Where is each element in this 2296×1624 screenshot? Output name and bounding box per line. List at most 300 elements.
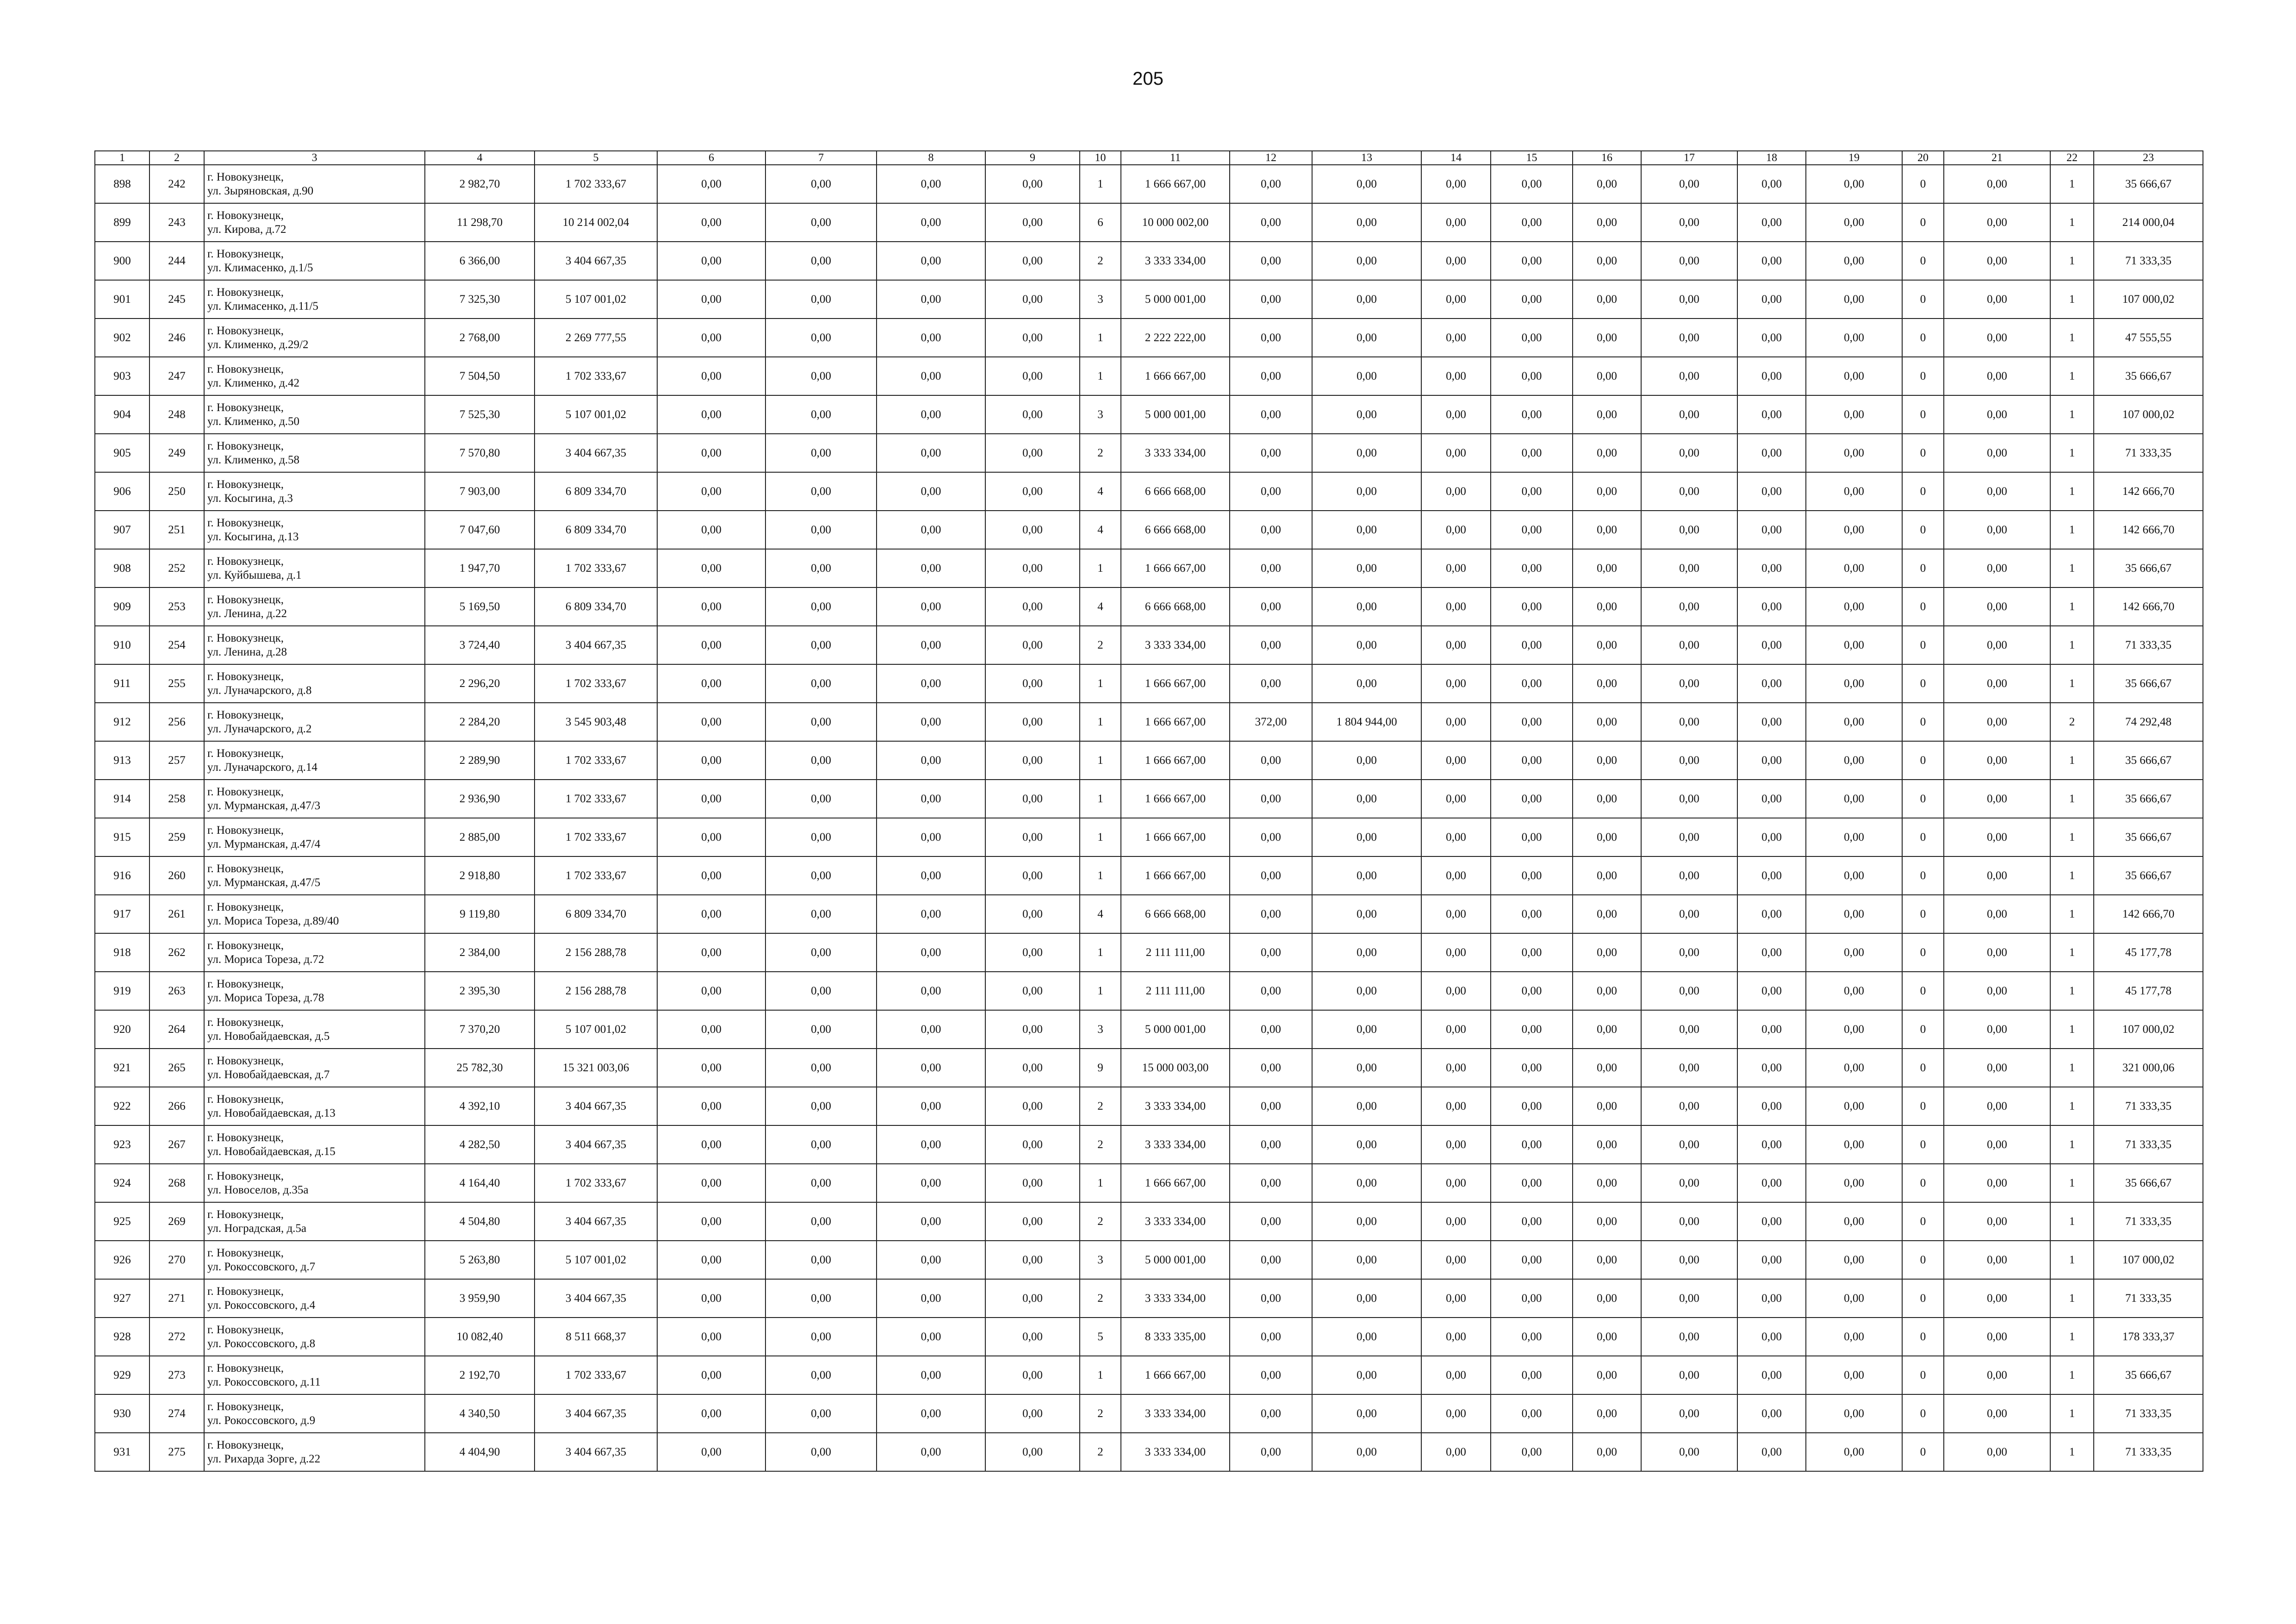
table-cell: 0,00 [1230, 780, 1312, 818]
table-cell: 0,00 [877, 1394, 985, 1433]
table-cell: 1 [2050, 1394, 2094, 1433]
table-cell: 3 [1080, 1010, 1121, 1049]
table-cell: 903 [95, 357, 149, 395]
table-cell: 273 [149, 1356, 204, 1394]
table-cell: 272 [149, 1318, 204, 1356]
table-cell: 0,00 [1230, 1087, 1312, 1125]
table-cell: 0 [1902, 818, 1944, 856]
table-cell: 1 [2050, 1087, 2094, 1125]
table-cell: 0,00 [1491, 203, 1573, 242]
table-cell: 0,00 [877, 1087, 985, 1125]
table-cell: 1 [1080, 972, 1121, 1010]
table-cell: 142 666,70 [2094, 472, 2203, 511]
table-cell: 2 [1080, 1433, 1121, 1471]
address-cell [204, 1125, 425, 1164]
column-header: 21 [1944, 151, 2050, 165]
address-city: г. Новокузнецк, [207, 1169, 284, 1182]
table-cell: 7 047,60 [425, 511, 535, 549]
table-cell: 0,00 [1806, 165, 1902, 203]
table-cell: 0,00 [1230, 933, 1312, 972]
table-cell: 0,00 [1573, 1356, 1641, 1394]
table-cell: 0 [1902, 319, 1944, 357]
table-cell: 0,00 [765, 1010, 877, 1049]
table-cell: 0,00 [1230, 280, 1312, 319]
table-cell: 0,00 [765, 1087, 877, 1125]
table-cell: 1 [2050, 626, 2094, 664]
table-cell: 5 263,80 [425, 1241, 535, 1279]
table-cell: 0,00 [985, 1241, 1080, 1279]
table-cell: 244 [149, 242, 204, 280]
table-cell: 0,00 [985, 1125, 1080, 1164]
address-street: ул. Новобайдаевская, д.5 [207, 1030, 330, 1043]
table-cell: 0,00 [1230, 626, 1312, 664]
table-cell: 3 [1080, 395, 1121, 434]
table-cell: 0,00 [1230, 165, 1312, 203]
table-row [95, 587, 2203, 626]
table-row [95, 434, 2203, 472]
table-cell: 7 570,80 [425, 434, 535, 472]
table-cell: 2 384,00 [425, 933, 535, 972]
table-cell: 898 [95, 165, 149, 203]
table-cell: 0,00 [1573, 1125, 1641, 1164]
table-cell: 1 [2050, 780, 2094, 818]
table-cell: 0,00 [765, 626, 877, 664]
table-cell: 261 [149, 895, 204, 933]
table-cell: 0,00 [1491, 395, 1573, 434]
table-cell: 0,00 [1641, 703, 1737, 741]
table-cell: 0,00 [1421, 472, 1491, 511]
address-cell [204, 203, 425, 242]
table-cell: 0,00 [1421, 664, 1491, 703]
table-cell: 0,00 [1944, 357, 2050, 395]
table-cell: 0 [1902, 856, 1944, 895]
address-cell [204, 818, 425, 856]
table-cell: 0,00 [765, 1164, 877, 1202]
table-cell: 7 504,50 [425, 357, 535, 395]
table-cell: 4 [1080, 511, 1121, 549]
table-cell: 0,00 [1641, 280, 1737, 319]
table-cell: 0,00 [1491, 357, 1573, 395]
table-cell: 6 666 668,00 [1121, 587, 1230, 626]
table-cell: 1 [2050, 1241, 2094, 1279]
address-street: ул. Новобайдаевская, д.15 [207, 1145, 336, 1158]
table-cell: 247 [149, 357, 204, 395]
table-row [95, 1318, 2203, 1356]
table-cell: 0,00 [657, 395, 765, 434]
table-cell: 0,00 [765, 395, 877, 434]
table-cell: 0,00 [877, 1279, 985, 1318]
table-cell: 0,00 [657, 242, 765, 280]
table-cell: 0,00 [1491, 242, 1573, 280]
table-cell: 0,00 [1230, 203, 1312, 242]
table-row [95, 203, 2203, 242]
table-cell: 0,00 [1312, 165, 1421, 203]
table-cell: 0,00 [657, 703, 765, 741]
table-cell: 2 [2050, 703, 2094, 741]
table-cell: 908 [95, 549, 149, 587]
table-cell: 0,00 [1573, 972, 1641, 1010]
table-cell: 0,00 [1230, 395, 1312, 434]
table-cell: 0,00 [1573, 895, 1641, 933]
table-cell: 2 111 111,00 [1121, 972, 1230, 1010]
table-cell: 1 666 667,00 [1121, 780, 1230, 818]
table-cell: 4 [1080, 587, 1121, 626]
table-cell: 0,00 [1491, 818, 1573, 856]
table-cell: 3 404 667,35 [535, 1433, 657, 1471]
table-cell: 0,00 [1641, 472, 1737, 511]
column-header: 8 [877, 151, 985, 165]
table-cell: 0,00 [877, 280, 985, 319]
table-cell: 0,00 [1806, 1125, 1902, 1164]
table-cell: 0,00 [1573, 1394, 1641, 1433]
table-cell: 0,00 [657, 1010, 765, 1049]
table-cell: 0,00 [877, 1202, 985, 1241]
table-cell: 0,00 [1737, 434, 1806, 472]
table-row [95, 1356, 2203, 1394]
table-cell: 1 702 333,67 [535, 357, 657, 395]
table-cell: 0,00 [1421, 434, 1491, 472]
address-cell [204, 1394, 425, 1433]
table-cell: 0,00 [1491, 1087, 1573, 1125]
table-cell: 0,00 [1737, 972, 1806, 1010]
table-row [95, 972, 2203, 1010]
column-header: 23 [2094, 151, 2203, 165]
table-cell: 249 [149, 434, 204, 472]
table-cell: 0,00 [1312, 1433, 1421, 1471]
table-cell: 71 333,35 [2094, 1087, 2203, 1125]
table-cell: 0,00 [1230, 818, 1312, 856]
column-header: 5 [535, 151, 657, 165]
table-cell: 0,00 [657, 357, 765, 395]
table-cell: 1 702 333,67 [535, 664, 657, 703]
table-cell: 0,00 [985, 703, 1080, 741]
table-cell: 0,00 [1312, 856, 1421, 895]
table-cell: 0,00 [1421, 1049, 1491, 1087]
table-cell: 0,00 [765, 780, 877, 818]
table-cell: 1 [2050, 280, 2094, 319]
table-row [95, 472, 2203, 511]
table-cell: 0,00 [1944, 472, 2050, 511]
table-cell: 0,00 [765, 1433, 877, 1471]
table-cell: 6 809 334,70 [535, 511, 657, 549]
address-cell [204, 856, 425, 895]
table-cell: 0,00 [1944, 1394, 2050, 1433]
column-header: 6 [657, 151, 765, 165]
table-cell: 0,00 [1573, 856, 1641, 895]
table-row [95, 242, 2203, 280]
table-cell: 71 333,35 [2094, 1433, 2203, 1471]
table-cell: 6 666 668,00 [1121, 472, 1230, 511]
table-cell: 0,00 [877, 780, 985, 818]
table-cell: 0,00 [1737, 203, 1806, 242]
table-cell: 0,00 [985, 1164, 1080, 1202]
table-cell: 0,00 [1737, 242, 1806, 280]
table-cell: 0,00 [1421, 511, 1491, 549]
table-cell: 0,00 [1573, 1318, 1641, 1356]
table-cell: 0,00 [1573, 242, 1641, 280]
address-cell [204, 1318, 425, 1356]
table-cell: 0,00 [1573, 203, 1641, 242]
table-cell: 0,00 [985, 1202, 1080, 1241]
table-cell: 0,00 [765, 203, 877, 242]
table-cell: 0,00 [1944, 242, 2050, 280]
table-cell: 0,00 [1230, 1010, 1312, 1049]
table-cell: 1 [1080, 818, 1121, 856]
table-cell: 3 404 667,35 [535, 1202, 657, 1241]
table-cell: 0,00 [1641, 780, 1737, 818]
address-cell [204, 1049, 425, 1087]
table-cell: 0 [1902, 972, 1944, 1010]
table-cell: 1 [1080, 319, 1121, 357]
table-cell: 0,00 [1641, 1356, 1737, 1394]
table-cell: 0,00 [1491, 1010, 1573, 1049]
table-cell: 0,00 [657, 1318, 765, 1356]
table-cell: 4 392,10 [425, 1087, 535, 1125]
table-cell: 0,00 [1944, 1356, 2050, 1394]
table-cell: 0,00 [1312, 1202, 1421, 1241]
table-cell: 1 [1080, 856, 1121, 895]
table-cell: 0,00 [877, 1049, 985, 1087]
table-cell: 5 000 001,00 [1121, 280, 1230, 319]
table-cell: 0,00 [1230, 856, 1312, 895]
table-cell: 0,00 [985, 395, 1080, 434]
table-cell: 0,00 [765, 1241, 877, 1279]
table-cell: 3 333 334,00 [1121, 242, 1230, 280]
table-cell: 0,00 [1944, 972, 2050, 1010]
table-cell: 1 [2050, 1202, 2094, 1241]
table-cell: 0,00 [1573, 664, 1641, 703]
table-row [95, 818, 2203, 856]
column-header: 9 [985, 151, 1080, 165]
table-cell: 0,00 [1421, 1356, 1491, 1394]
table-cell: 1 [2050, 511, 2094, 549]
table-cell: 912 [95, 703, 149, 741]
table-cell: 0 [1902, 1356, 1944, 1394]
table-cell: 0,00 [1312, 1394, 1421, 1433]
table-cell: 0,00 [1312, 1010, 1421, 1049]
table-cell: 0,00 [877, 395, 985, 434]
table-cell: 1 702 333,67 [535, 741, 657, 780]
table-cell: 0,00 [1737, 1125, 1806, 1164]
table-cell: 0,00 [1230, 1241, 1312, 1279]
address-street: ул. Рокоссовского, д.7 [207, 1260, 316, 1273]
address-cell [204, 357, 425, 395]
table-cell: 1 804 944,00 [1312, 703, 1421, 741]
table-cell: 3 404 667,35 [535, 434, 657, 472]
table-cell: 0,00 [1806, 549, 1902, 587]
table-cell: 262 [149, 933, 204, 972]
data-table [94, 150, 2203, 1472]
address-cell [204, 1241, 425, 1279]
table-cell: 3 333 334,00 [1121, 1279, 1230, 1318]
table-cell: 0,00 [1806, 1049, 1902, 1087]
table-cell: 0,00 [985, 587, 1080, 626]
table-cell: 0,00 [1491, 1394, 1573, 1433]
address-cell [204, 780, 425, 818]
address-street: ул. Луначарского, д.14 [207, 761, 317, 774]
table-cell: 0 [1902, 741, 1944, 780]
table-cell: 0,00 [1230, 1356, 1312, 1394]
table-cell: 0,00 [985, 780, 1080, 818]
table-cell: 0,00 [1312, 780, 1421, 818]
table-cell: 0,00 [1230, 1202, 1312, 1241]
table-cell: 1 702 333,67 [535, 1164, 657, 1202]
table-cell: 3 404 667,35 [535, 1125, 657, 1164]
table-cell: 0,00 [1230, 972, 1312, 1010]
table-cell: 0,00 [1806, 1010, 1902, 1049]
table-cell: 0,00 [1312, 1087, 1421, 1125]
table-cell: 35 666,67 [2094, 741, 2203, 780]
table-cell: 2 296,20 [425, 664, 535, 703]
table-cell: 0,00 [985, 203, 1080, 242]
table-cell: 0,00 [1421, 626, 1491, 664]
table-cell: 905 [95, 434, 149, 472]
table-cell: 0,00 [1806, 242, 1902, 280]
table-cell: 0,00 [1944, 741, 2050, 780]
table-cell: 258 [149, 780, 204, 818]
address-city: г. Новокузнецк, [207, 1246, 284, 1259]
table-cell: 0,00 [985, 472, 1080, 511]
table-cell: 0,00 [1230, 587, 1312, 626]
table-cell: 1 [2050, 587, 2094, 626]
table-cell: 1 [2050, 1279, 2094, 1318]
table-cell: 0 [1902, 664, 1944, 703]
address-cell [204, 587, 425, 626]
table-cell: 0,00 [985, 280, 1080, 319]
address-street: ул. Рокоссовского, д.9 [207, 1414, 316, 1427]
table-cell: 0,00 [1806, 1356, 1902, 1394]
table-cell: 1 [2050, 1164, 2094, 1202]
table-cell: 0,00 [1491, 1049, 1573, 1087]
table-cell: 270 [149, 1241, 204, 1279]
table-cell: 0,00 [1737, 1356, 1806, 1394]
table-cell: 0,00 [1641, 1049, 1737, 1087]
table-cell: 0,00 [1573, 319, 1641, 357]
table-cell: 4 504,80 [425, 1202, 535, 1241]
table-cell: 0,00 [1573, 1010, 1641, 1049]
table-cell: 0,00 [877, 1164, 985, 1202]
table-cell: 0,00 [765, 1356, 877, 1394]
table-cell: 0,00 [1421, 895, 1491, 933]
table-cell: 0,00 [765, 703, 877, 741]
table-cell: 0,00 [1944, 1202, 2050, 1241]
table-cell: 0,00 [1641, 357, 1737, 395]
table-cell: 0,00 [1737, 818, 1806, 856]
table-cell: 253 [149, 587, 204, 626]
table-cell: 0,00 [1641, 818, 1737, 856]
table-cell: 0,00 [1230, 1049, 1312, 1087]
table-cell: 0,00 [1641, 1202, 1737, 1241]
table-cell: 0,00 [877, 1241, 985, 1279]
table-cell: 4 164,40 [425, 1164, 535, 1202]
table-cell: 4 404,90 [425, 1433, 535, 1471]
table-cell: 2 395,30 [425, 972, 535, 1010]
table-cell: 0,00 [657, 1087, 765, 1125]
table-cell: 0,00 [1737, 780, 1806, 818]
table-cell: 0,00 [1806, 472, 1902, 511]
table-cell: 0,00 [1573, 434, 1641, 472]
table-cell: 1 666 667,00 [1121, 549, 1230, 587]
table-cell: 0,00 [877, 703, 985, 741]
address-street: ул. Мориса Тореза, д.78 [207, 991, 324, 1004]
column-header: 17 [1641, 151, 1737, 165]
table-cell: 45 177,78 [2094, 972, 2203, 1010]
table-cell: 1 [2050, 972, 2094, 1010]
table-cell: 0,00 [1944, 1433, 2050, 1471]
column-header: 12 [1230, 151, 1312, 165]
table-cell: 0,00 [1806, 1087, 1902, 1125]
table-cell: 1 [1080, 1164, 1121, 1202]
address-street: ул. Рокоссовского, д.11 [207, 1375, 321, 1388]
table-cell: 142 666,70 [2094, 511, 2203, 549]
table-cell: 0,00 [1806, 972, 1902, 1010]
table-cell: 0,00 [1312, 626, 1421, 664]
table-cell: 0,00 [1312, 434, 1421, 472]
table-cell: 15 321 003,06 [535, 1049, 657, 1087]
table-cell: 0 [1902, 1010, 1944, 1049]
table-cell: 0,00 [1491, 1164, 1573, 1202]
table-cell: 252 [149, 549, 204, 587]
table-cell: 0 [1902, 895, 1944, 933]
table-cell: 178 333,37 [2094, 1318, 2203, 1356]
table-cell: 913 [95, 741, 149, 780]
table-cell: 0,00 [657, 319, 765, 357]
table-cell: 0,00 [1312, 972, 1421, 1010]
table-cell: 0,00 [1230, 664, 1312, 703]
table-cell: 0,00 [1944, 511, 2050, 549]
table-cell: 0,00 [1944, 895, 2050, 933]
table-cell: 0,00 [985, 972, 1080, 1010]
table-cell: 0,00 [1421, 1241, 1491, 1279]
table-cell: 0,00 [657, 165, 765, 203]
table-cell: 255 [149, 664, 204, 703]
table-cell: 257 [149, 741, 204, 780]
table-cell: 0,00 [1737, 703, 1806, 741]
table-cell: 0 [1902, 1433, 1944, 1471]
table-cell: 0,00 [985, 165, 1080, 203]
table-cell: 0,00 [1641, 933, 1737, 972]
table-cell: 35 666,67 [2094, 357, 2203, 395]
table-cell: 0,00 [1806, 1241, 1902, 1279]
table-row [95, 1125, 2203, 1164]
table-cell: 0,00 [1737, 587, 1806, 626]
address-street: ул. Луначарского, д.8 [207, 684, 312, 697]
table-cell: 35 666,67 [2094, 549, 2203, 587]
table-cell: 6 809 334,70 [535, 895, 657, 933]
table-cell: 0 [1902, 1087, 1944, 1125]
table-row [95, 165, 2203, 203]
address-city: г. Новокузнецк, [207, 939, 284, 952]
table-cell: 0,00 [1230, 1279, 1312, 1318]
table-cell: 0,00 [1806, 280, 1902, 319]
address-cell [204, 549, 425, 587]
table-cell: 2 [1080, 1202, 1121, 1241]
table-cell: 0,00 [765, 280, 877, 319]
table-cell: 900 [95, 242, 149, 280]
table-row [95, 357, 2203, 395]
table-cell: 8 333 335,00 [1121, 1318, 1230, 1356]
table-cell: 1 947,70 [425, 549, 535, 587]
table-cell: 0,00 [765, 587, 877, 626]
table-cell: 248 [149, 395, 204, 434]
table-cell: 0,00 [1312, 1241, 1421, 1279]
table-cell: 107 000,02 [2094, 1010, 2203, 1049]
table-cell: 71 333,35 [2094, 1202, 2203, 1241]
table-cell: 0,00 [1573, 1202, 1641, 1241]
address-cell [204, 280, 425, 319]
column-header: 2 [149, 151, 204, 165]
table-cell: 1 702 333,67 [535, 1356, 657, 1394]
